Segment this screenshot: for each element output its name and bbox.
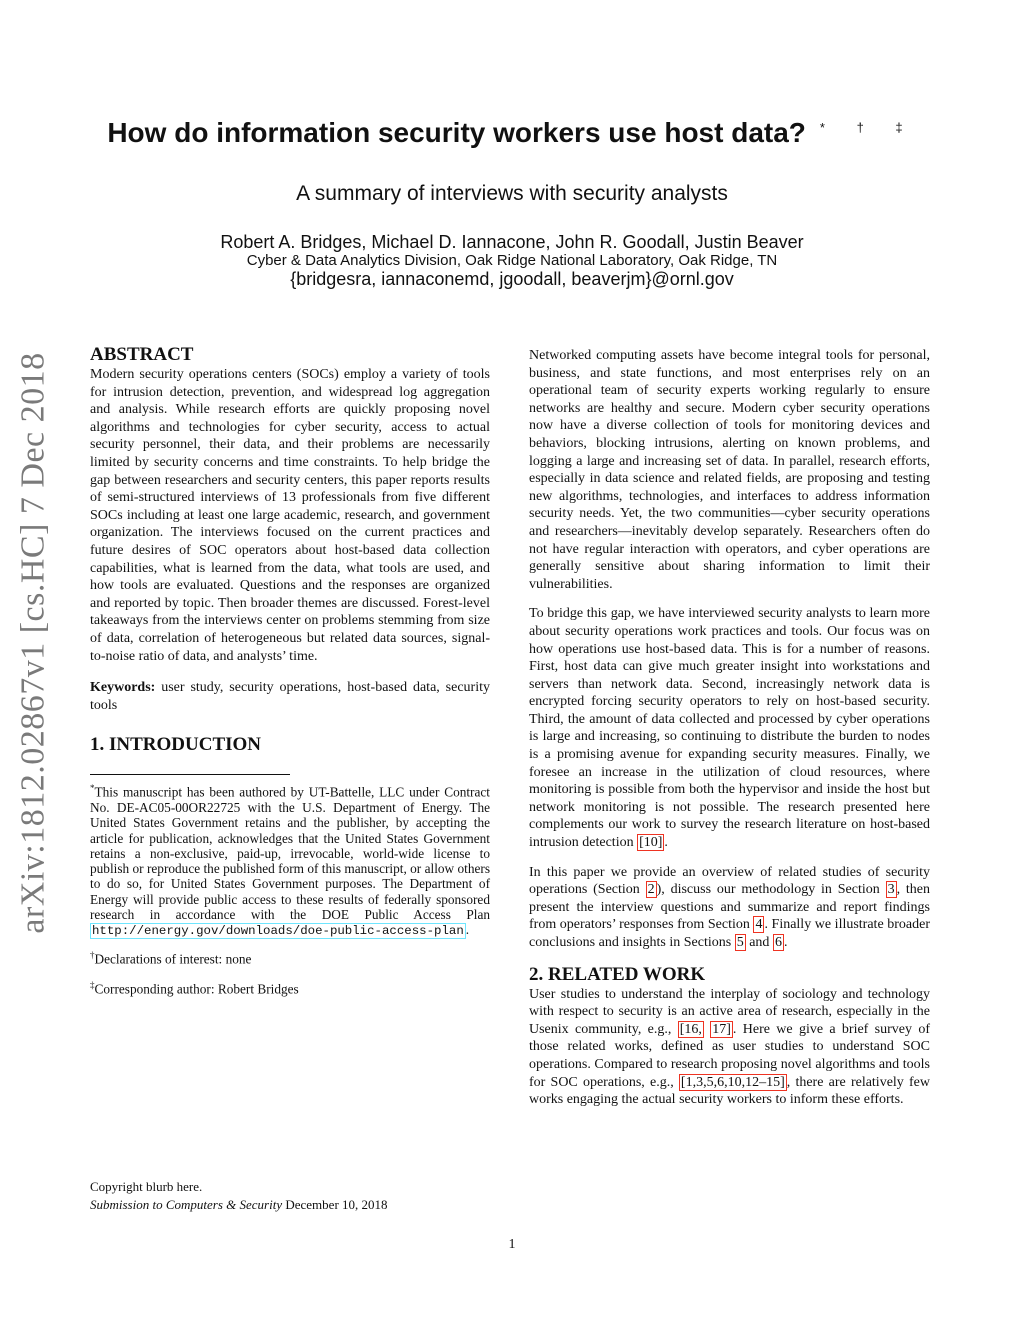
arxiv-sidebar-stamp — [8, 350, 60, 935]
section-ref-link[interactable]: 3 — [887, 882, 895, 898]
intro-paragraph-1: Networked computing assets have become integral tools for personal, business, and state functions, and most enterprises rely on an operational team of security experts working regularly to ensure networks are healthy and secure. Modern cyber security operations now have a diverse collection of tools for monitoring devices and behaviors, blocking intrusions, alerting on known problems, and logging a large and increasing set of data. In parallel, research efforts, especially in data science and related fields, are proposing and testing new algorithms, technologies, and interfaces to address information security needs. Yet, the two communities—cyber security operations and researchers—inevitably develop separately. Researchers often do not have regular interaction with operators, and cyber operations are generally sensitive about sharing information to limit their vulnerabilities. — [529, 348, 930, 592]
footnote-dagger-mark: † — [90, 949, 95, 960]
paper-subtitle: A summary of interviews with security analysts — [296, 182, 728, 205]
footnote-period: . — [465, 922, 470, 938]
submission-line — [90, 1196, 388, 1214]
footnote-star-mark: * — [90, 783, 95, 794]
footnote-rule — [90, 774, 290, 775]
intro-paragraph-3-text: ), discuss our methodology in Section — [656, 882, 886, 898]
page-number: 1 — [508, 1237, 516, 1252]
intro-paragraph-2 — [529, 605, 930, 851]
title-footnote-marks: * † ‡ — [819, 120, 917, 135]
paper-title — [0, 117, 1024, 149]
keywords-label: Keywords: — [90, 680, 156, 696]
related-work-text: , there are relatively few works engaging the actual security workers to inform these efforts. — [529, 1074, 930, 1108]
keywords-text: user study, security operations, host-based data, security tools — [90, 680, 491, 713]
section-ref-link[interactable]: 6 — [774, 935, 782, 950]
footnote-star-text: This manuscript has been authored by UT-Battelle, LLC under Contract No. DE-AC05-00OR22725 with the U.S. Department of Energy. The United States Government retains and the publisher, by accepting the article for publication, acknowledges that the United States Government retains a non-exclusive, paid-up, irrevocable, world-wide license to publish or reproduce the published form of this manuscript, or allow others to do so, for United States Government purposes. The Department of Energy will provide public access to these results of federally sponsored research in accordance with the DOE Public Access Plan — [90, 784, 490, 923]
keywords — [90, 679, 490, 714]
section-ref-link[interactable]: 2 — [647, 882, 655, 898]
paragraph-end: . — [783, 935, 788, 950]
related-work-text: . Here we give a brief survey of those related works, defined as user studies to understand SOC operations. Compared to research proposing novel algorithms and tools for SOC operations, e.g., — [529, 1021, 930, 1090]
section-ref-link[interactable]: 4 — [755, 917, 763, 933]
intro-paragraph-3-text: , then present the interview questions and summarize and report findings from operators’ responses from Section — [529, 882, 930, 933]
footnote-dagger-text: Declarations of interest: none — [94, 951, 252, 967]
abstract-text: Modern security operations centers (SOCs) employ a variety of tools for intrusion detection, prevention, and widespread log aggregation and analysis. While research efforts are quickly proposing novel algorithms and technologies for cyber security, access to actual security personnel, their data, and their problems are necessarily limited by security concerns and time constraints. To help bridge the gap between researchers and security centers, this paper reports results of semi-structured interviews of 13 professionals from five different SOCs including at least one large academic, research, and government organization. The interviews focused on the current practices and future desires of SOC operators about host-based data collection capabilities, what is learned from the data, what tools are used, and how tools are evaluated. Questions and the responses are organized and reported by topic. Then broader themes are discussed. Forest-level takeaways from the interviews center on problems stemming from size of data, correlation of heterogeneous but related data sources, signal-to-noise ratio of data, and analysts’ time. — [90, 367, 490, 664]
submission-venue: Submission to Computers & Security — [90, 1197, 283, 1212]
section-ref-link[interactable]: 5 — [736, 935, 744, 950]
intro-paragraph-2-text: To bridge this gap, we have interviewed security analysts to learn more about security operations work practices and tools. Our focus was on how operations use host-based data. This is for a number of reasons. First, host data can give much greater insight into workstations and servers than network data. Second, increasingly network data is encrypted forcing security operators to rely on host-based security. Third, the amount of data collected and processed by cyber operations is large and increasing, so continuing to distribute the burden to nodes is a promising avenue for expanding security measures. Finally, we foresee an increase in the utilization of cloud resources, where monitoring is possible from both the hypervisor and inside the host but network monitoring is not possible. The research presented here complements our work to survey the research literature on host-based intrusion detection — [529, 606, 930, 851]
submission-date: December 10, 2018 — [282, 1197, 388, 1212]
abstract-heading: ABSTRACT — [90, 344, 194, 365]
intro-paragraph-3-text: and — [745, 935, 773, 950]
copyright-blurb: Copyright blurb here. — [90, 1179, 203, 1194]
related-work-text: User studies to understand the interplay of sociology and technology with respect to security is an active area of research, especially in the Usenix community, e.g., — [529, 986, 930, 1037]
footnote-ddagger-mark: ‡ — [90, 980, 95, 991]
citation-link[interactable]: 17] — [712, 1021, 731, 1037]
footnote-manuscript — [90, 781, 490, 939]
related-work-paragraph — [529, 986, 930, 1109]
intro-paragraph-3-text: In this paper we provide an overview of related studies of security operations (Section — [529, 864, 930, 898]
paragraph-end: . — [664, 835, 668, 851]
footnote-ddagger-text: Corresponding author: Robert Bridges — [94, 981, 299, 997]
intro-paragraph-3-text: . Finally we illustrate broader conclusions and insights in Sections — [529, 917, 930, 950]
citation-link[interactable]: [1,3,5,6,10,12–15] — [680, 1074, 785, 1090]
affiliation: Cyber & Data Analytics Division, Oak Ridge National Laboratory, Oak Ridge, TN — [246, 252, 778, 269]
arxiv-identifier: arXiv:1812.02867v1 [cs.HC] 7 Dec 2018 — [15, 351, 53, 934]
citation-link[interactable]: [10] — [639, 835, 663, 851]
intro-paragraph-3 — [529, 864, 930, 952]
doe-access-plan-link[interactable]: http://energy.gov/downloads/doe-public-access-plan — [92, 924, 464, 939]
author-list: Robert A. Bridges, Michael D. Iannacone, John R. Goodall, Justin Beaver — [220, 232, 804, 252]
footnote-corresponding — [90, 978, 490, 997]
related-work-heading: 2. RELATED WORK — [529, 963, 706, 985]
introduction-heading: 1. INTRODUCTION — [90, 734, 262, 756]
citation-link[interactable]: [16, — [679, 1021, 702, 1037]
copyright-block — [90, 1178, 388, 1214]
right-column — [529, 347, 930, 1109]
left-column — [90, 344, 490, 997]
footnote-declarations — [90, 948, 490, 967]
title-text: How do information security workers use host data? — [107, 117, 806, 148]
author-emails: {bridgesra, iannaconemd, jgoodall, beaverjm}@ornl.gov — [290, 269, 734, 289]
